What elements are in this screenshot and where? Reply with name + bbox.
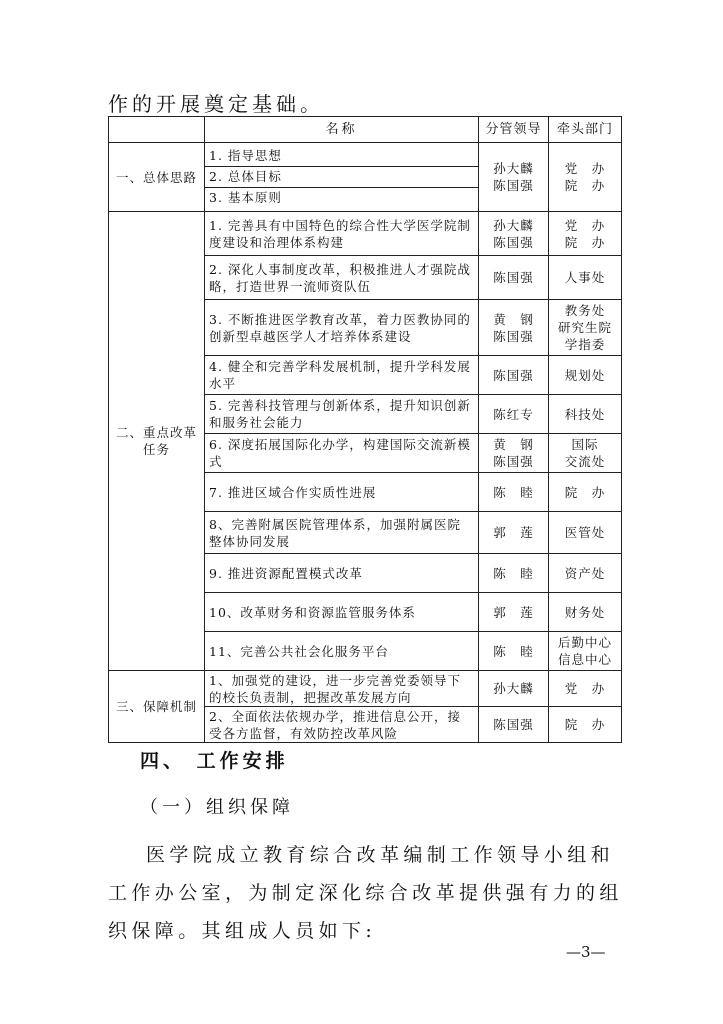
header-leader: 分管领导 <box>479 117 549 143</box>
task-cell: 11、完善公共社会化服务平台 <box>205 632 479 671</box>
dept-cell: 国际 交流处 <box>549 434 622 473</box>
task-cell: 10、改革财务和资源监管服务体系 <box>205 593 479 632</box>
table-header-row <box>109 117 622 143</box>
intro-text: 作的开展奠定基础。 <box>108 92 324 116</box>
task-cell: 2、全面依法依规办学，推进信息公开，接受各方监督，有效防控改革风险 <box>205 707 479 743</box>
list-item: 3. 基本原则 <box>209 190 282 205</box>
reform-task-table <box>108 116 622 743</box>
header-blank <box>109 117 205 143</box>
header-dept: 牵头部门 <box>549 117 622 143</box>
task-cell: 1. 完善具有中国特色的综合性大学医学院制度建设和治理体系构建 <box>205 212 479 256</box>
leader-cell: 陈 睦 <box>479 473 549 512</box>
subsection-heading: （一）组织保障 <box>140 797 294 818</box>
leader-cell: 黄 钢 陈国强 <box>479 300 549 356</box>
dept-cell: 规划处 <box>549 356 622 395</box>
dept-cell: 科技处 <box>549 395 622 434</box>
task-list-cell <box>205 143 479 212</box>
category-cell: 二、重点改革 任务 <box>109 212 205 671</box>
leader-cell: 陈 睦 <box>479 632 549 671</box>
leader-cell: 黄 钢 陈国强 <box>479 434 549 473</box>
header-name: 名称 <box>205 117 479 143</box>
dept-cell: 党 办 <box>549 671 622 707</box>
section-heading: 四、 工作安排 <box>140 750 289 772</box>
dept-cell: 教务处 研究生院 学指委 <box>549 300 622 356</box>
leader-cell: 陈红专 <box>479 395 549 434</box>
list-item: 1. 指导思想 <box>205 146 478 167</box>
task-cell: 4. 健全和完善学科发展机制，提升学科发展水平 <box>205 356 479 395</box>
leader-cell: 孙大麟 陈国强 <box>479 143 549 212</box>
page-number: —3— <box>566 943 606 961</box>
task-cell: 2. 深化人事制度改革，积极推进人才强院战略，打造世界一流师资队伍 <box>205 256 479 300</box>
task-cell: 5. 完善科技管理与创新体系，提升知识创新和服务社会能力 <box>205 395 479 434</box>
table-row <box>109 143 622 212</box>
leader-cell: 陈国强 <box>479 356 549 395</box>
leader-cell: 陈国强 <box>479 707 549 743</box>
task-cell: 6. 深度拓展国际化办学，构建国际交流新模式 <box>205 434 479 473</box>
leader-cell: 陈国强 <box>479 256 549 300</box>
leader-cell: 孙大麟 <box>479 671 549 707</box>
task-cell: 1、加强党的建设，进一步完善党委领导下的校长负责制，把握改革发展方向 <box>205 671 479 707</box>
dept-cell: 党 办 院 办 <box>549 212 622 256</box>
task-cell: 8、完善附属医院管理体系，加强附属医院整体协同发展 <box>205 512 479 554</box>
leader-cell: 陈 睦 <box>479 554 549 593</box>
dept-cell: 资产处 <box>549 554 622 593</box>
table-row <box>109 671 622 707</box>
dept-cell: 院 办 <box>549 473 622 512</box>
dept-cell: 财务处 <box>549 593 622 632</box>
task-cell: 9. 推进资源配置模式改革 <box>205 554 479 593</box>
list-item: 2. 总体目标 <box>205 167 478 188</box>
body-paragraph: 医学院成立教育综合改革编制工作领导小组和工作办公室，为制定深化综合改革提供强有力的组织保障。其组成人员如下: <box>108 844 623 942</box>
dept-cell: 院 办 <box>549 707 622 743</box>
leader-cell: 孙大麟 陈国强 <box>479 212 549 256</box>
dept-cell: 医管处 <box>549 512 622 554</box>
category-cell: 三、保障机制 <box>109 671 205 743</box>
dept-cell: 人事处 <box>549 256 622 300</box>
task-cell: 3. 不断推进医学教育改革，着力医教协同的创新型卓越医学人才培养体系建设 <box>205 300 479 356</box>
dept-cell: 后勤中心 信息中心 <box>549 632 622 671</box>
dept-cell: 党 办 院 办 <box>549 143 622 212</box>
leader-cell: 郭 莲 <box>479 512 549 554</box>
category-cell: 一、总体思路 <box>109 143 205 212</box>
table-row <box>109 212 622 256</box>
leader-cell: 郭 莲 <box>479 593 549 632</box>
task-cell: 7. 推进区域合作实质性进展 <box>205 473 479 512</box>
